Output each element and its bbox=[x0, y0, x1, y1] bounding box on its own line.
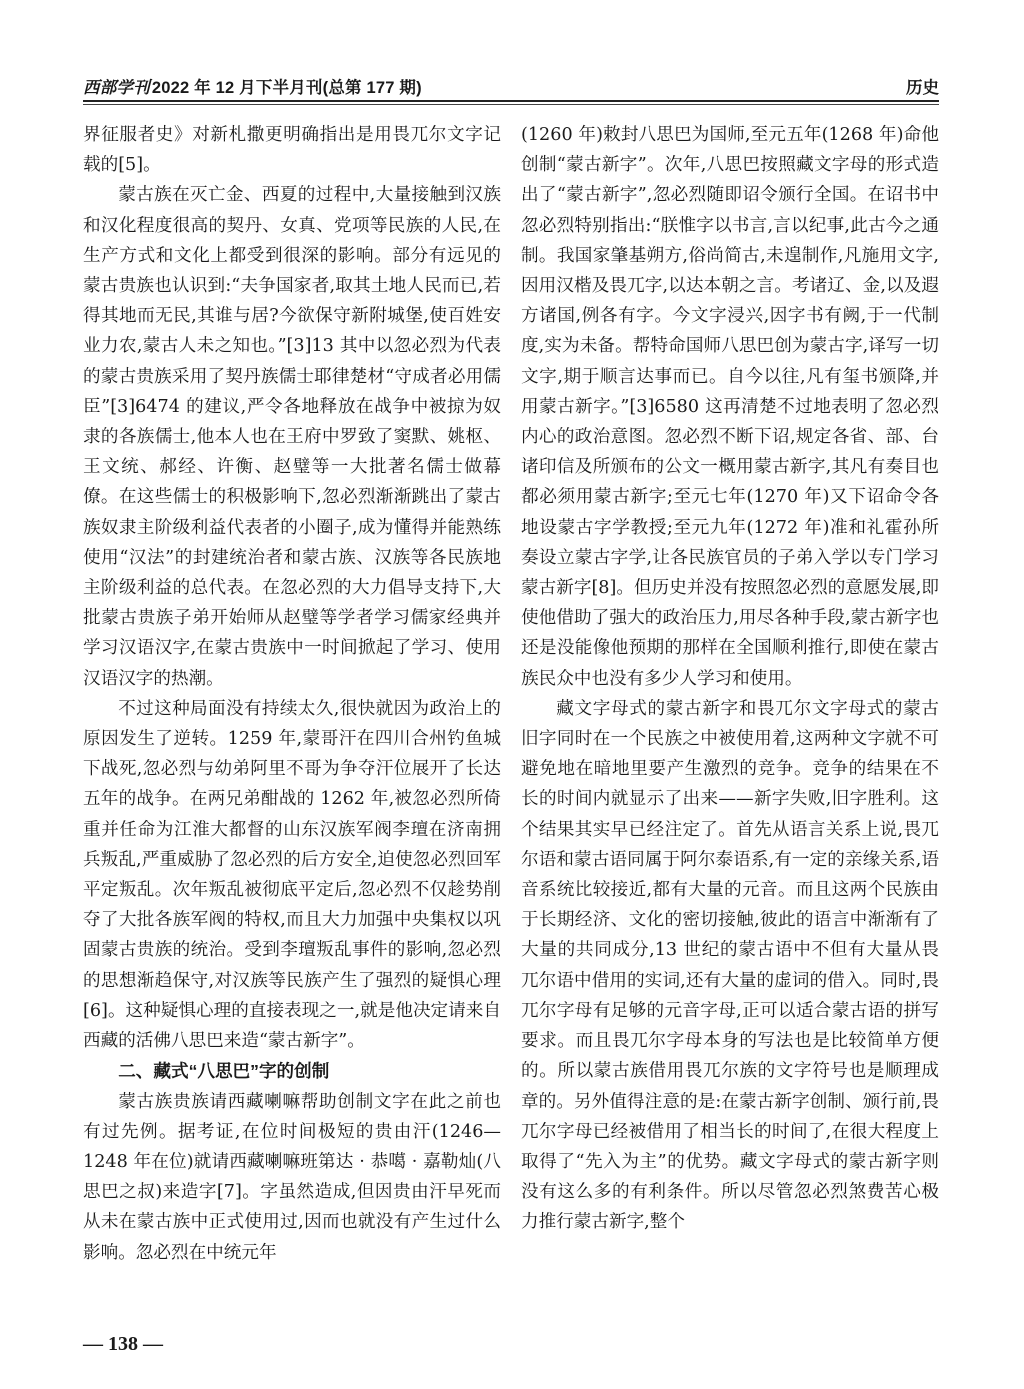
journal-masthead bbox=[83, 74, 422, 98]
right-column bbox=[521, 120, 939, 1238]
page-number: — 138 — bbox=[83, 1333, 163, 1355]
paragraph: (1260 年)敕封八思巴为国师,至元五年(1268 年)命他创制“蒙古新字”。次年,八思巴按照藏文字母的形式造出了“蒙古新字”,忽必烈随即诏令颁行全国。在诏书中忽必烈特别指出:“朕惟字以书言,言以纪事,此古今之通制。我国家肇基朔方,俗尚简古,未遑制作,凡施用文字,因用汉楷及畏兀字,以达本朝之言。考诸辽、金,以及遐方诸国,例各有字。今文字浸兴,因字书有阙,于一代制度,实为未备。帮特命国师八思巴创为蒙古字,译写一切文字,期于顺言达事而已。自今以往,凡有玺书颁降,并用蒙古新字。”[3]6580 这再清楚不过地表明了忽必烈内心的政治意图。忽必烈不断下诏,规定各省、部、台诸印信及所颁布的公文一概用蒙古新字,其凡有奏目也都必须用蒙古新字;至元七年(1270 年)又下诏命令各地设蒙古字学教授;至元九年(1272 年)准和礼霍孙所奏设立蒙古字学,让各民族官员的子弟入学以专门学习蒙古新字[8]。但历史并没有按照忽必烈的意愿发展,即使他借助了强大的政治压力,用尽各种手段,蒙古新字也还是没能像他预期的那样在全国顺利推行,即使在蒙古族民众中也没有多少人学习和使用。 bbox=[521, 125, 939, 689]
journal-logo: 西部学刊 bbox=[83, 78, 150, 97]
header-rule bbox=[83, 100, 939, 102]
paragraph: 不过这种局面没有持续太久,很快就因为政治上的原因发生了逆转。1259 年,蒙哥汗在四川合州钓鱼城下战死,忽必烈与幼弟阿里不哥为争夺汗位展开了长达五年的战争。在两兄弟酣战的 1262 年,被忽必烈所倚重并任命为江淮大都督的山东汉族军阀李璮在济南拥兵叛乱,严重威胁了忽必烈的后方安全,迫使忽必烈回军平定叛乱。次年叛乱被彻底平定后,忽必烈不仅趁势削夺了大批各族军阀的特权,而且大力加强中央集权以巩固蒙古贵族的统治。受到李璮叛乱事件的影响,忽必烈的思想渐趋保守,对汉族等民族产生了强烈的疑惧心理[6]。这种疑惧心理的直接表现之一,就是他决定请来自西藏的活佛八思巴来造“蒙古新字”。 bbox=[83, 698, 501, 1052]
paragraph: 蒙古族贵族请西藏喇嘛帮助创制文字在此之前也有过先例。据考证,在位时间极短的贵由汗(1246—1248 年在位)就请西藏喇嘛班第达 · 恭噶 · 嘉勒灿(八思巴之叔)来造字[7]。字虽然造成,但因贵由汗早死而从未在蒙古族中正式使用过,因而也就没有产生过什么影响。忽必烈在中统元年 bbox=[83, 1091, 501, 1263]
paragraph: 界征服者史》对新札撒更明确指出是用畏兀尔文字记载的[5]。 bbox=[83, 125, 501, 176]
page-header bbox=[83, 72, 939, 102]
paragraph: 蒙古族在灭亡金、西夏的过程中,大量接触到汉族和汉化程度很高的契丹、女真、党项等民族的人民,在生产方式和文化上都受到很深的影响。部分有远见的蒙古贵族也认识到:“夫争国家者,取其土地人民而已,若得其地而无民,其谁与居?今欲保守新附城堡,使百姓安业力农,蒙古人未之知也。”[3]13 其中以忽必烈为代表的蒙古贵族采用了契丹族儒士耶律楚材“守成者必用儒臣”[3]6474 的建议,严令各地释放在战争中被掠为奴隶的各族儒士,他本人也在王府中罗致了窦默、姚枢、王文统、郝经、许衡、赵璧等一大批著名儒士做幕僚。在这些儒士的积极影响下,忽必烈渐渐跳出了蒙古族奴隶主阶级利益代表者的小圈子,成为懂得并能熟练使用“汉法”的封建统治者和蒙古族、汉族等各民族地主阶级利益的总代表。在忽必烈的大力倡导支持下,大批蒙古贵族子弟开始师从赵璧等学者学习儒家经典并学习汉语汉字,在蒙古贵族中一时间掀起了学习、使用汉语汉字的热潮。 bbox=[83, 185, 501, 689]
issue-info: 2022 年 12 月下半月刊(总第 177 期) bbox=[151, 79, 422, 97]
section-heading: 二、藏式“八思巴”字的创制 bbox=[118, 1061, 330, 1082]
paragraph: 藏文字母式的蒙古新字和畏兀尔文字母式的蒙古旧字同时在一个民族之中被使用着,这两种文字就不可避免地在暗地里要产生激烈的竞争。竞争的结果在不长的时间内就显示了出来——新字失败,旧字胜利。这个结果其实早已经注定了。首先从语言关系上说,畏兀尔语和蒙古语同属于阿尔泰语系,有一定的亲缘关系,语音系统比较接近,都有大量的元音。而且这两个民族由于长期经济、文化的密切接触,彼此的语言中渐渐有了大量的共同成分,13 世纪的蒙古语中不但有大量从畏兀尔语中借用的实词,还有大量的虚词的借入。同时,畏兀尔字母有足够的元音字母,正可以适合蒙古语的拼写要求。而且畏兀尔字母本身的写法也是比较简单方便的。所以蒙古族借用畏兀尔族的文字符号也是顺理成章的。另外值得注意的是:在蒙古新字创制、颁行前,畏兀尔字母已经被借用了相当长的时间了,在很大程度上取得了“先入为主”的优势。藏文字母式的蒙古新字则没有这么多的有利条件。所以尽管忽必烈煞费苦心极力推行蒙古新字,整个 bbox=[521, 698, 939, 1233]
section-title: 历史 bbox=[906, 79, 939, 97]
header-rule-thin bbox=[83, 104, 939, 105]
left-column bbox=[83, 120, 501, 1268]
